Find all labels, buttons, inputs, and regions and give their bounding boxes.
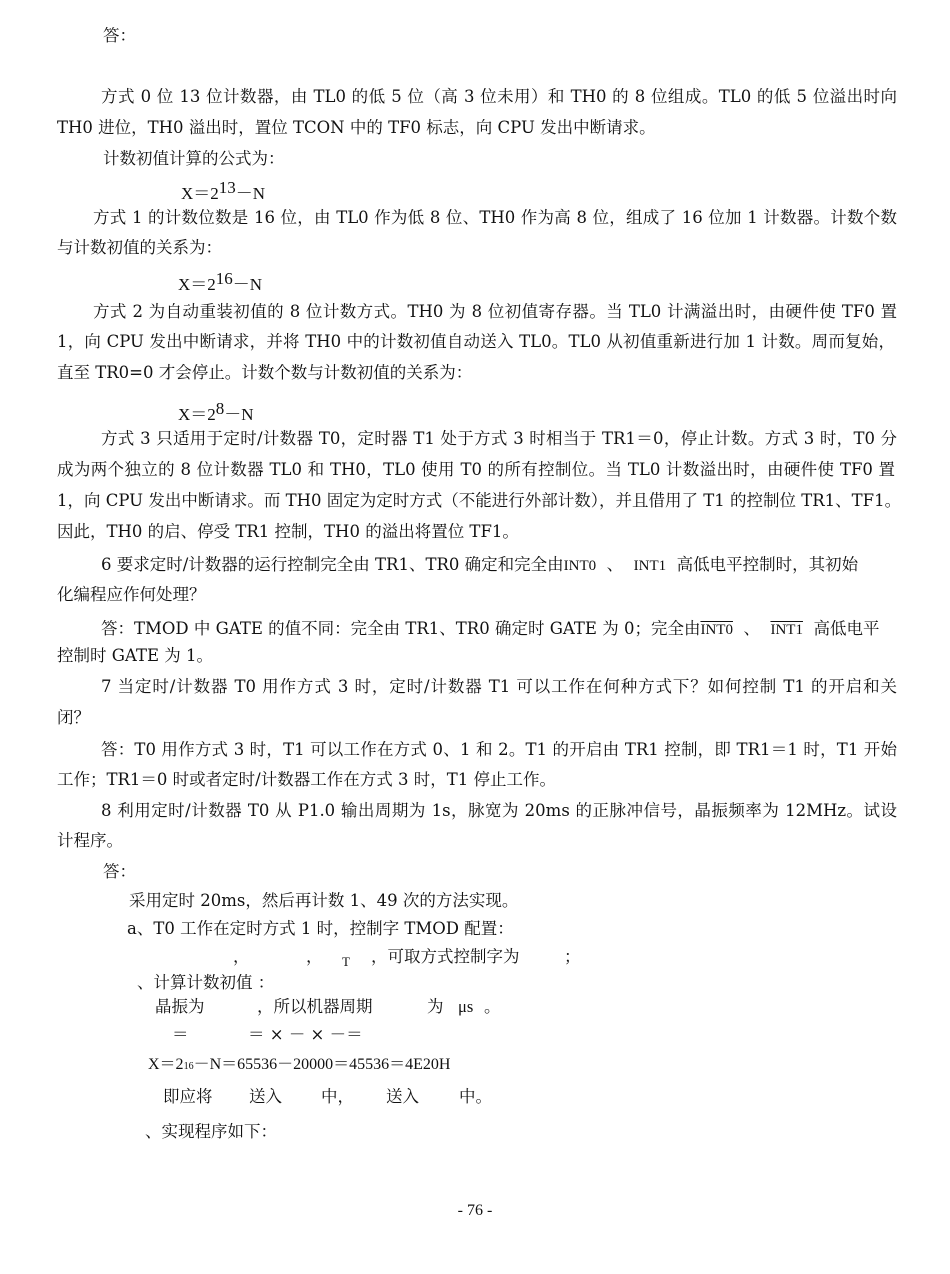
separator: 、 [606,555,624,574]
question6-line2: 化编程应作何处理？ [57,585,206,604]
answer6-text-b: 高低电平 [813,619,880,638]
answer-label: 答： [103,26,136,45]
count-initial-formula: X＝216－N＝65536－20000＝45536＝4E20H [148,1056,451,1073]
load-text-a: 即应将 [163,1087,213,1106]
answer7-line2: 工作；TR1＝0 时或者定时/计数器工作在方式 3 时，T1 停止工作。 [57,770,556,789]
program-title: 、实现程序如下： [145,1122,277,1141]
mode0-text-line2: TH0 进位，TH0 溢出时，置位 TCON 中的 TF0 标志，向 CPU 发出中断请求。 [57,118,656,137]
equation-fragment-2: ＝ × － × －＝ [248,1025,363,1044]
answer8-label: 答： [103,862,136,881]
question8-line1: 8 利用定时/计数器 T0 从 P1.0 输出周期为 1s，脉宽为 20ms 的正脉冲信号，晶振频率为 12MHz。试设 [101,801,897,820]
mode3-text-line4: 因此，TH0 的启、停受 TR1 控制，TH0 的溢出将置位 TF1。 [57,522,519,541]
tmod-fragment-2: ， [306,947,323,966]
question6-text-a: 6 要求定时/计数器的运行控制完全由 TR1、TR0 确定和完全由 [101,555,564,574]
int1-signal: INT1 [633,558,667,574]
answer6-text-a: 答：TMOD 中 GATE 的值不同：完全由 TR1、TR0 确定时 GATE 为 0；完全由 [101,619,701,638]
mode2-formula: $X=2^8-N$ [178,399,254,424]
mode0-formula-intro: 计数初值计算的公式为： [103,149,285,168]
crystal-unit: μs [458,997,474,1016]
mode2-text-line1: 方式 2 为自动重装初值的 8 位计数方式。TH0 为 8 位初值寄存器。当 TL0 计满溢出时，由硬件使 TF0 置 [93,302,897,321]
mode2-text-line3: 直至 TR0=0 才会停止。计数个数与计数初值的关系为： [57,363,473,382]
crystal-text-c: 为 [427,997,444,1016]
separator: 、 [743,619,760,638]
crystal-text-b: ，所以机器周期 [257,997,373,1016]
load-text-d: 送入 [386,1087,419,1106]
tmod-fragment-4: ； [564,947,581,966]
tmod-fragment-3: ，可取方式控制字为 [371,947,520,966]
answer8-step-a: a、T0 工作在定时方式 1 时，控制字 TMOD 配置： [127,919,514,938]
question7-line1: 7 当定时/计数器 T0 用作方式 3 时，定时/计数器 T1 可以工作在何种方式下？如何控制 T1 的开启和关 [101,677,897,696]
mode2-text-line2: 1，向 CPU 发出中断请求，并将 TH0 中的计数初值自动送入 TL0。TL0 从初值重新进行加 1 计数。周而复始， [57,332,895,351]
question7-line2: 闭？ [57,708,90,727]
int0-overline-signal: INT0 [700,622,733,638]
answer6-line1 [101,618,879,641]
answer6-line2: 控制时 GATE 为 1。 [57,646,213,665]
equation-fragment-1: ＝ [172,1025,189,1044]
mode3-text-line2: 成为两个独立的 8 位计数器 TL0 和 TH0，TL0 使用 T0 的所有控制位。当 TL0 计数溢出时，由硬件使 TF0 置 [57,460,895,479]
load-text-c: 中， [321,1087,354,1106]
crystal-end: 。 [484,997,501,1016]
answer8-method: 采用定时 20ms，然后再计数 1、49 次的方法实现。 [129,891,519,910]
mode3-text-line1: 方式 3 只适用于定时/计数器 T0，定时器 T1 处于方式 3 时相当于 TR1＝0，停止计数。方式 3 时，T0 分 [101,429,897,448]
mode0-formula: $X=2^{13}-N$ [181,178,266,203]
mode1-text-line1: 方式 1 的计数位数是 16 位，由 TL0 作为低 8 位、TH0 作为高 8 位，组成了 16 位加 1 计数器。计数个数 [93,208,897,227]
tmod-t-label: T [342,954,350,969]
page-number: - 76 - [457,1202,493,1219]
int1-overline-signal: INT1 [770,622,803,638]
load-text-e: 中。 [459,1087,492,1106]
mode0-text-line1: 方式 0 位 13 位计数器，由 TL0 的低 5 位（高 3 位未用）和 TH0 的 8 位组成。TL0 的低 5 位溢出时向 [101,87,897,106]
question8-line2: 计程序。 [57,831,123,850]
question6-text-b: 高低电平控制时，其初始 [676,555,859,574]
mode1-formula: $X=2^{16}-N$ [178,269,263,294]
calc-title: 、计算计数初值 ： [137,973,275,992]
mode1-text-line2: 与计数初值的关系为： [57,238,222,257]
load-text-b: 送入 [249,1087,282,1106]
crystal-text-a: 晶振为 [155,997,205,1016]
answer7-line1: 答：T0 用作方式 3 时，T1 可以工作在方式 0、1 和 2。T1 的开启由 TR1 控制，即 TR1＝1 时，T1 开始 [101,740,897,759]
tmod-fragment-1: ， [233,947,250,966]
question6-line1 [101,554,858,577]
mode3-text-line3: 1，向 CPU 发出中断请求。而 TH0 固定为定时方式（不能进行外部计数），并且借用了 T1 的控制位 TR1、TF1。 [57,491,902,510]
int0-signal: INT0 [563,558,597,574]
